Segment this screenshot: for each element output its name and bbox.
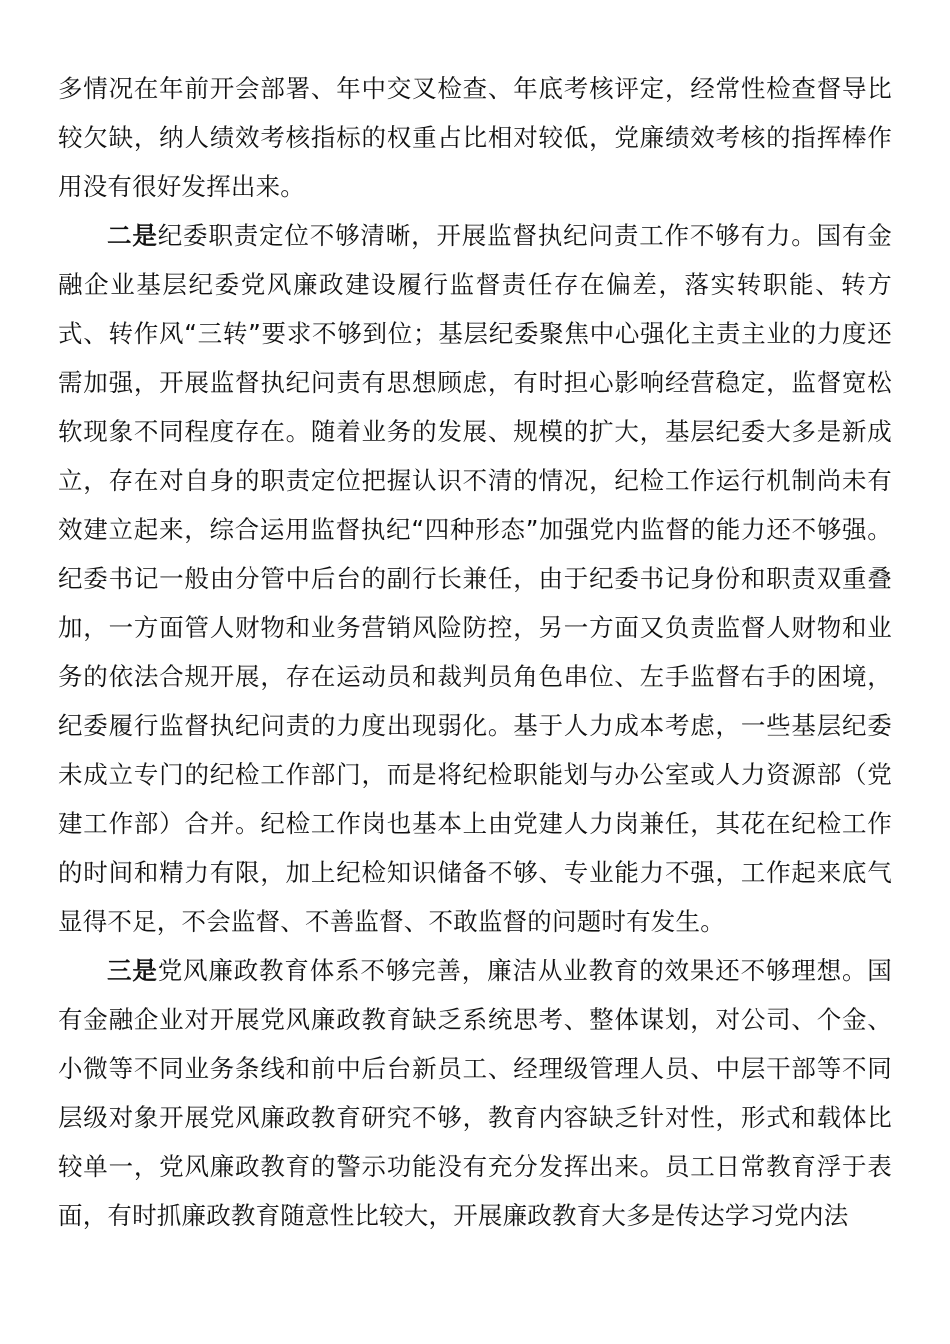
paragraph-2-lead: 二是: [107, 221, 158, 250]
paragraph-third-point: [58, 946, 892, 1240]
paragraph-3-lead: 三是: [107, 956, 158, 985]
paragraph-continuation: [58, 64, 892, 211]
document-body: [58, 64, 892, 1240]
paragraph-second-point: [58, 211, 892, 946]
paragraph-3-text: 党风廉政教育体系不够完善，廉洁从业教育的效果还不够理想。国有金融企业对开展党风廉政教育缺乏系统思考、整体谋划，对公司、个金、小微等不同业务条线和前中后台新员工、经理级管理人员、中层干部等不同层级对象开展党风廉政教育研究不够，教育内容缺乏针对性，形式和载体比较单一，党风廉政教育的警示功能没有充分发挥出来。员工日常教育浮于表面，有时抓廉政教育随意性比较大，开展廉政教育大多是传达学习党内法: [58, 956, 892, 1230]
paragraph-2-text: 纪委职责定位不够清晰，开展监督执纪问责工作不够有力。国有金融企业基层纪委党风廉政建设履行监督责任存在偏差，落实转职能、转方式、转作风“三转”要求不够到位；基层纪委聚焦中心强化主责主业的力度还需加强，开展监督执纪问责有思想顾虑，有时担心影响经营稳定，监督宽松软现象不同程度存在。随着业务的发展、规模的扩大，基层纪委大多是新成立，存在对自身的职责定位把握认识不清的情况，纪检工作运行机制尚未有效建立起来，综合运用监督执纪“四种形态”加强党内监督的能力还不够强。纪委书记一般由分管中后台的副行长兼任，由于纪委书记身份和职责双重叠加，一方面管人财物和业务营销风险防控，另一方面又负责监督人财物和业务的依法合规开展，存在运动员和裁判员角色串位、左手监督右手的困境，纪委履行监督执纪问责的力度出现弱化。基于人力成本考虑，一些基层纪委未成立专门的纪检工作部门，而是将纪检职能划与办公室或人力资源部（党建工作部）合并。纪检工作岗也基本上由党建人力岗兼任，其花在纪检工作的时间和精力有限，加上纪检知识储备不够、专业能力不强，工作起来底气显得不足，不会监督、不善监督、不敢监督的问题时有发生。: [58, 221, 892, 936]
paragraph-1-text: 多情况在年前开会部署、年中交叉检查、年底考核评定，经常性检查督导比较欠缺，纳人绩效考核指标的权重占比相对较低，党廉绩效考核的指挥棒作用没有很好发挥出来。: [58, 74, 892, 201]
